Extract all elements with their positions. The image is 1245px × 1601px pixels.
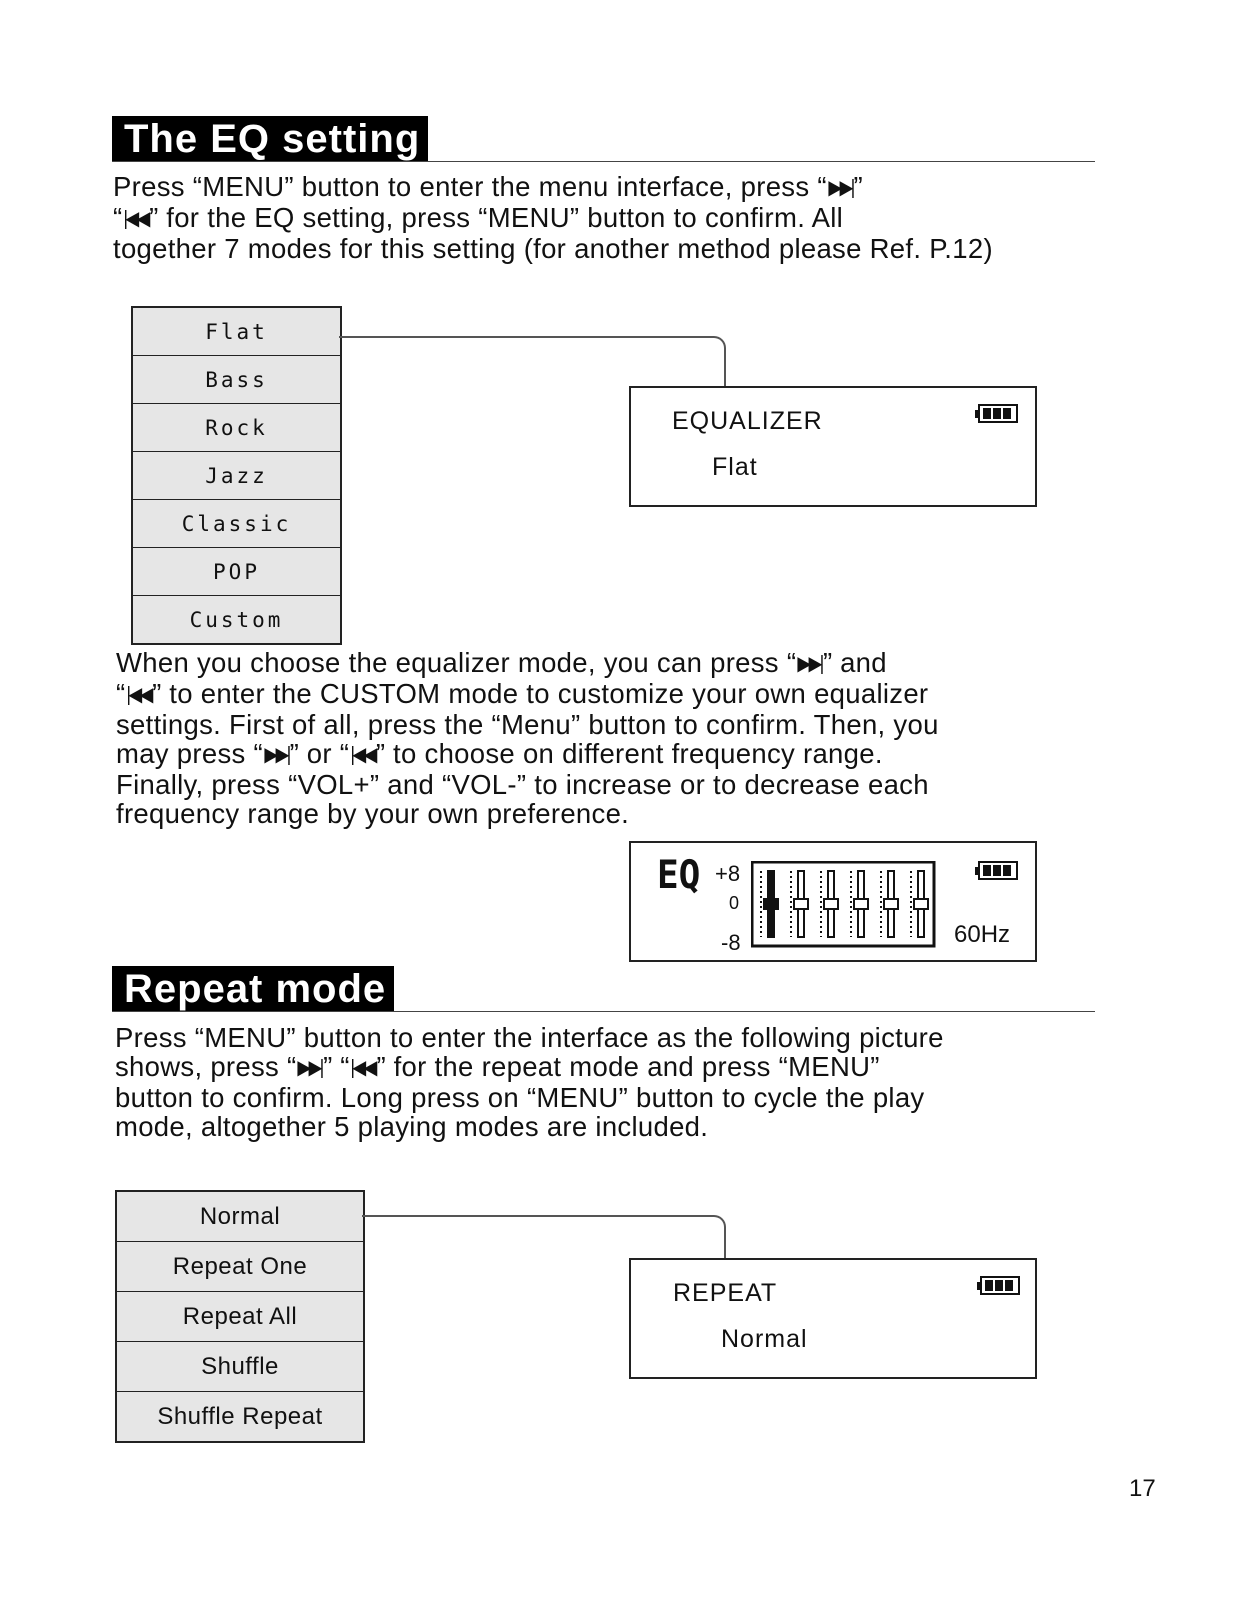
text: “ (113, 202, 123, 233)
page-number: 17 (1129, 1475, 1156, 1502)
text: together 7 modes for this setting (for another method please Ref. P.12) (113, 233, 993, 264)
text: Press (113, 171, 185, 202)
text: button to confirm. Long press on (115, 1082, 519, 1113)
eq-mode-item: Flat (132, 307, 341, 356)
eq-band-group (761, 871, 928, 937)
text: and (840, 647, 887, 678)
text: and (387, 769, 435, 800)
eq-zero-label: 0 (729, 893, 740, 913)
eq-band-knob (824, 899, 838, 909)
next-icon: ▶▶| (827, 177, 853, 199)
text: ” (375, 738, 386, 769)
text: “ (340, 1051, 350, 1082)
title-rule (112, 161, 1095, 162)
text: button to confirm. Then, you (588, 709, 939, 740)
text: ” (376, 1051, 386, 1082)
prev-icon: |◀◀ (126, 684, 151, 706)
text: ” (323, 1051, 333, 1082)
eq-logo: EQ (657, 852, 701, 899)
text: “VOL+” (288, 769, 380, 800)
text: button to enter the menu interface, press (301, 171, 810, 202)
eq-band-knob (764, 899, 778, 909)
custom-eq-screen (629, 841, 1037, 962)
text: Finally, press (116, 769, 281, 800)
text: ” (822, 647, 833, 678)
text: “VOL-” (442, 769, 527, 800)
eq-mode-item: POP (132, 548, 341, 596)
eq-band-knob (794, 899, 808, 909)
screen-label: REPEAT (673, 1279, 778, 1307)
text: may press (116, 738, 246, 769)
text: “ (339, 738, 349, 769)
text: “MENU” (192, 171, 294, 202)
text: for the EQ setting, press (166, 202, 471, 233)
battery-icon (980, 1276, 1020, 1295)
eq-section-title: The EQ setting (112, 116, 428, 162)
eq-min-label: -8 (721, 930, 741, 955)
prev-icon: |◀◀ (123, 208, 148, 230)
next-icon: ▶▶| (797, 653, 822, 675)
text: ” (853, 171, 863, 202)
text: “MENU” (778, 1051, 880, 1082)
screen-label: EQUALIZER (672, 407, 823, 435)
eq-mode-list (131, 306, 342, 645)
text: “Menu” (491, 709, 581, 740)
text: to enter the CUSTOM mode to customize your own equalizer (169, 678, 929, 709)
eq-intro-paragraph (113, 172, 993, 263)
eq-sliders-graphic (751, 861, 937, 949)
eq-mode-item: Custom (132, 596, 341, 645)
text: ” (152, 678, 162, 709)
repeat-mode-item: Normal (116, 1191, 364, 1242)
text: ” (149, 202, 159, 233)
text: “ (786, 647, 796, 678)
repeat-intro-paragraph (115, 1023, 944, 1141)
next-icon: ▶▶| (297, 1057, 322, 1079)
prev-icon: |◀◀ (350, 1057, 376, 1079)
screen-value: Normal (721, 1325, 808, 1353)
text: button to cycle the play (636, 1082, 925, 1113)
repeat-mode-item: Shuffle (116, 1342, 364, 1392)
text: “MENU” (526, 1082, 629, 1113)
text: “ (253, 738, 263, 769)
text: mode, altogether 5 playing modes are included. (115, 1111, 709, 1142)
eq-mode-item: Bass (132, 356, 341, 404)
text: “ (116, 678, 126, 709)
text: ” (289, 738, 299, 769)
text: shows, press (115, 1051, 280, 1082)
text: “ (287, 1051, 297, 1082)
repeat-section-title: Repeat mode (112, 966, 394, 1012)
next-icon: ▶▶| (264, 744, 289, 766)
repeat-mode-item: Repeat All (116, 1292, 364, 1342)
eq-band-knob (914, 899, 928, 909)
text: for the repeat mode and press (393, 1051, 771, 1082)
text: Press (115, 1022, 187, 1053)
text: settings. First of all, press the (116, 709, 484, 740)
text: to choose on different frequency range. (393, 738, 883, 769)
eq-max-label: +8 (715, 861, 741, 886)
title-rule (112, 1011, 1095, 1012)
screen-value: Flat (712, 453, 758, 481)
eq-frequency-label: 60Hz (954, 921, 1011, 948)
eq-band-knob (854, 899, 868, 909)
eq-mode-item: Jazz (132, 452, 341, 500)
text: “MENU” (194, 1022, 296, 1053)
equalizer-screen (629, 386, 1037, 507)
eq-slider-frame (752, 862, 934, 946)
eq-custom-paragraph (116, 648, 939, 828)
text: button to confirm. All (587, 202, 844, 233)
eq-mode-item: Rock (132, 404, 341, 452)
text: button to enter the interface as the following picture (303, 1022, 944, 1053)
text: to increase or to decrease each (534, 769, 929, 800)
text: When you choose the equalizer mode, you can press (116, 647, 779, 678)
repeat-mode-item: Shuffle Repeat (116, 1392, 364, 1443)
repeat-screen (629, 1258, 1037, 1379)
text: frequency range by your own preference. (116, 798, 630, 829)
text: or (306, 738, 332, 769)
text: “MENU” (478, 202, 580, 233)
battery-icon (978, 404, 1018, 423)
eq-band-knob (884, 899, 898, 909)
repeat-mode-item: Repeat One (116, 1242, 364, 1292)
eq-mode-item: Classic (132, 500, 341, 548)
prev-icon: |◀◀ (350, 744, 375, 766)
battery-icon (978, 861, 1018, 880)
repeat-mode-list (115, 1190, 365, 1443)
text: “ (817, 171, 827, 202)
